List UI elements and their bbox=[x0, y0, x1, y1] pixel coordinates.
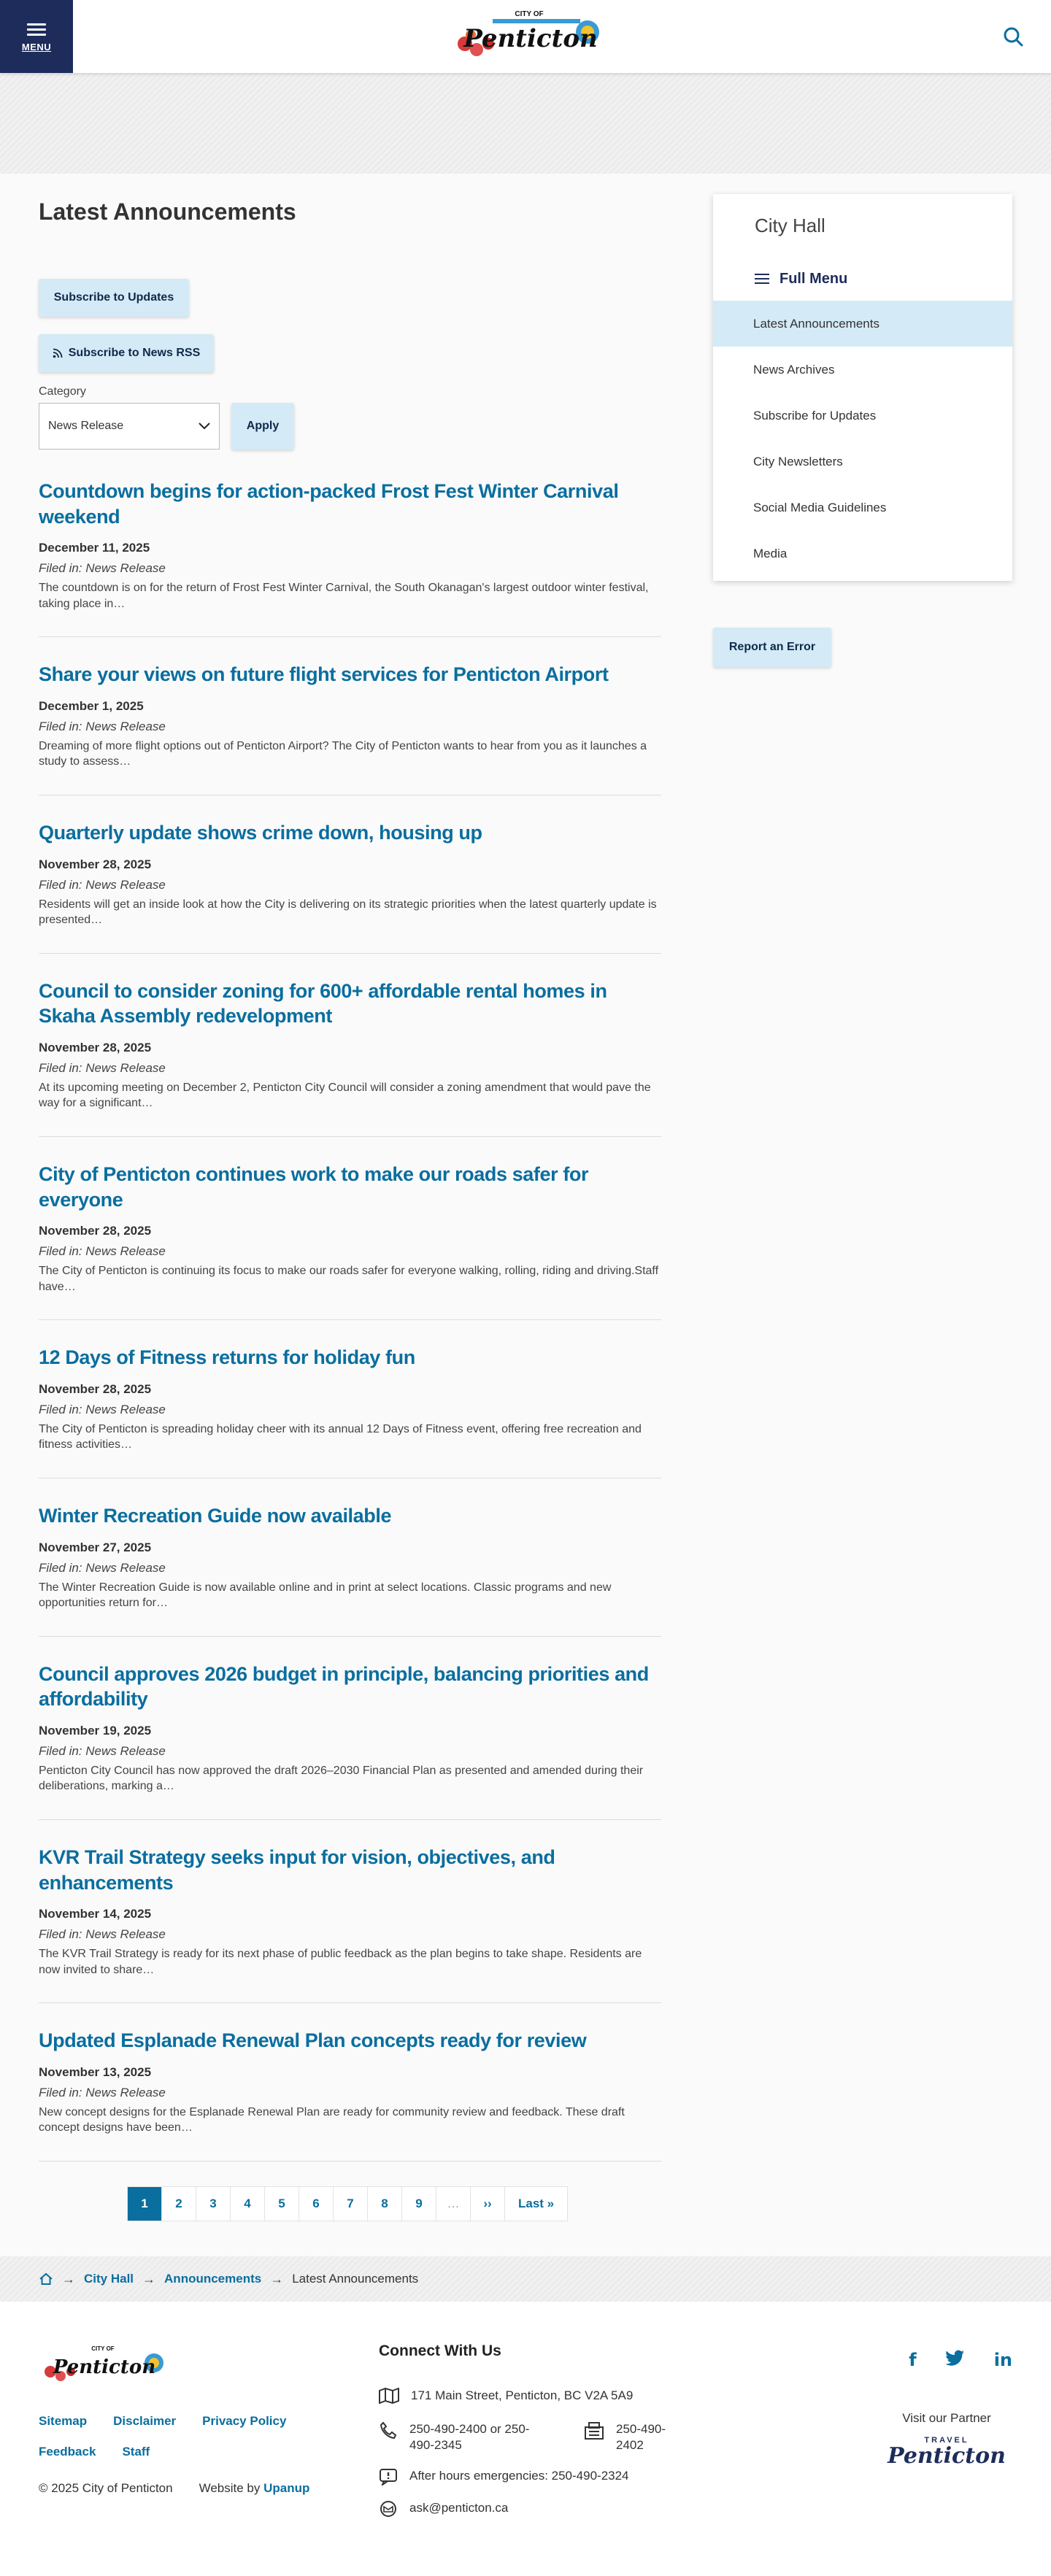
announcement-item bbox=[39, 1503, 661, 1637]
announcement-title[interactable]: Winter Recreation Guide now available bbox=[39, 1505, 392, 1527]
breadcrumb-current: Latest Announcements bbox=[292, 2272, 419, 2286]
map-icon bbox=[379, 2388, 399, 2404]
announcement-item bbox=[39, 1162, 661, 1320]
pagination-page-9[interactable]: 9 bbox=[402, 2187, 436, 2221]
site-footer bbox=[0, 2302, 1051, 2576]
pagination-page-6[interactable]: 6 bbox=[299, 2187, 334, 2221]
connect-title: Connect With Us bbox=[379, 2342, 501, 2359]
alert-icon bbox=[379, 2468, 398, 2486]
rss-icon bbox=[53, 348, 63, 358]
full-menu-label: Full Menu bbox=[779, 270, 848, 287]
menu-label: MENU bbox=[21, 42, 52, 53]
social-links bbox=[909, 2350, 1012, 2370]
title-band bbox=[0, 73, 1051, 174]
address-row bbox=[379, 2388, 633, 2404]
pagination-page-4[interactable]: 4 bbox=[231, 2187, 265, 2221]
announcement-title[interactable]: Share your views on future flight services for Penticton Airport bbox=[39, 663, 609, 686]
phone-row bbox=[379, 2421, 547, 2453]
announcement-date: November 28, 2025 bbox=[39, 1040, 152, 1054]
announcement-summary: New concept designs for the Esplanade Renewal Plan are ready for community review and feedback. These draft concept designs have been… bbox=[39, 2105, 625, 2135]
announcement-title[interactable]: Updated Esplanade Renewal Plan concepts ready for review bbox=[39, 2029, 587, 2052]
pagination-page-2[interactable]: 2 bbox=[162, 2187, 196, 2221]
partner-block bbox=[881, 2411, 1012, 2469]
footer-link-sitemap[interactable]: Sitemap bbox=[39, 2414, 88, 2428]
announcement-category: Filed in: News Release bbox=[39, 2085, 166, 2099]
footer-link-privacy-policy[interactable]: Privacy Policy bbox=[202, 2414, 287, 2428]
pagination bbox=[127, 2186, 568, 2221]
announcement-summary: Residents will get an inside look at how the City is delivering on its strategic priorities when the latest quarterly update is presented… bbox=[39, 898, 657, 927]
partner-logo-name[interactable]: Penticton bbox=[888, 2443, 1006, 2469]
announcement-item bbox=[39, 2028, 661, 2162]
website-by bbox=[199, 2481, 310, 2496]
announcement-category: Filed in: News Release bbox=[39, 877, 166, 892]
sidebar-item-latest-announcements[interactable]: Latest Announcements bbox=[713, 301, 1012, 347]
phone-text[interactable]: 250-490-2400 or 250-490-2345 bbox=[409, 2422, 530, 2453]
sidebar-item-social-media-guidelines[interactable]: Social Media Guidelines bbox=[753, 500, 887, 514]
subscribe-updates-button[interactable]: Subscribe to Updates bbox=[39, 279, 189, 317]
subscribe-rss-label: Subscribe to News RSS bbox=[68, 347, 201, 359]
announcement-date: November 28, 2025 bbox=[39, 1381, 152, 1396]
pagination-page-5[interactable]: 5 bbox=[265, 2187, 299, 2221]
announcement-item bbox=[39, 1845, 661, 2003]
announcement-date: November 13, 2025 bbox=[39, 2064, 152, 2079]
announcement-category: Filed in: News Release bbox=[39, 1927, 166, 1942]
announcement-date: November 28, 2025 bbox=[39, 857, 152, 871]
twitter-icon[interactable] bbox=[946, 2350, 965, 2366]
pagination-last[interactable]: Last » bbox=[518, 2197, 555, 2211]
list-icon bbox=[755, 271, 769, 287]
announcement-summary: Dreaming of more flight options out of Penticton Airport? The City of Penticton wants to hear from you as it launches a study to assess… bbox=[39, 739, 647, 768]
subscribe-rss-button[interactable] bbox=[39, 334, 214, 372]
announcement-summary: The KVR Trail Strategy is ready for its next phase of public feedback as the plan begins to take shape. Residents are now invited to share… bbox=[39, 1948, 642, 1976]
arrow-right-icon: → bbox=[142, 2271, 156, 2286]
arrow-right-icon: → bbox=[270, 2271, 284, 2286]
apply-button[interactable]: Apply bbox=[231, 403, 294, 450]
search-icon[interactable] bbox=[1001, 25, 1025, 48]
announcement-summary: The City of Penticton is spreading holiday cheer with its annual 12 Days of Fitness event, offering free recreation and fitness activities… bbox=[39, 1422, 642, 1451]
footer-copyright-row bbox=[39, 2481, 309, 2496]
announcement-title[interactable]: Countdown begins for action-packed Frost Fest Winter Carnival weekend bbox=[39, 480, 619, 528]
announcement-title[interactable]: Council to consider zoning for 600+ affordable rental homes in Skaha Assembly redevelopment bbox=[39, 979, 607, 1027]
announcement-date: November 14, 2025 bbox=[39, 1907, 152, 1921]
filter-row bbox=[39, 403, 661, 450]
announcement-category: Filed in: News Release bbox=[39, 561, 166, 576]
email-icon bbox=[379, 2500, 398, 2518]
city-logo[interactable] bbox=[449, 6, 609, 64]
announcement-item bbox=[39, 1662, 661, 1820]
announcement-title[interactable]: City of Penticton continues work to make our roads safer for everyone bbox=[39, 1163, 589, 1211]
footer-link-staff[interactable]: Staff bbox=[122, 2445, 150, 2459]
announcement-title[interactable]: Quarterly update shows crime down, housing up bbox=[39, 822, 482, 844]
footer-links-row bbox=[39, 2414, 345, 2429]
sidebar-item-city-newsletters[interactable]: City Newsletters bbox=[753, 454, 843, 468]
announcement-date: November 27, 2025 bbox=[39, 1540, 152, 1554]
visit-partner-label: Visit our Partner bbox=[902, 2411, 991, 2425]
pagination-page-7[interactable]: 7 bbox=[334, 2187, 368, 2221]
announcement-item bbox=[39, 1345, 661, 1478]
chevron-down-icon bbox=[199, 423, 210, 430]
hamburger-icon bbox=[27, 20, 46, 39]
pagination-page-3[interactable]: 3 bbox=[196, 2187, 231, 2221]
footer-logo-name: Penticton bbox=[53, 2356, 156, 2378]
announcement-category: Filed in: News Release bbox=[39, 1060, 166, 1075]
main-area bbox=[0, 73, 1051, 2211]
announcement-item bbox=[39, 820, 661, 954]
footer-link-disclaimer[interactable]: Disclaimer bbox=[113, 2414, 177, 2428]
category-select-value: News Release bbox=[48, 420, 124, 432]
announcement-item bbox=[39, 979, 661, 1137]
announcement-date: December 1, 2025 bbox=[39, 698, 144, 713]
partner-logo-top[interactable]: TRAVEL bbox=[924, 2436, 969, 2445]
sidebar-items bbox=[713, 301, 1012, 576]
category-label: Category bbox=[39, 385, 86, 398]
arrow-right-icon: → bbox=[62, 2271, 75, 2286]
page-title: Latest Announcements bbox=[39, 198, 296, 225]
footer-logo-top: CITY OF bbox=[91, 2345, 115, 2352]
announcement-category: Filed in: News Release bbox=[39, 719, 166, 733]
sidebar-item-media[interactable]: Media bbox=[753, 546, 788, 560]
announcement-category: Filed in: News Release bbox=[39, 1402, 166, 1416]
fax-row bbox=[584, 2421, 701, 2453]
website-by-label: Website by bbox=[199, 2481, 261, 2495]
announcement-category: Filed in: News Release bbox=[39, 1743, 166, 1758]
breadcrumb-announcements[interactable]: Announcements bbox=[164, 2272, 262, 2286]
announcement-summary: At its upcoming meeting on December 2, Penticton City Council will consider a zoning amendment that would pave the way for a significant… bbox=[39, 1081, 651, 1110]
pagination-page-1[interactable]: 1 bbox=[128, 2187, 162, 2221]
pagination-page-8[interactable]: 8 bbox=[368, 2187, 402, 2221]
announcement-summary: Penticton City Council has now approved the draft 2026–2030 Financial Plan as presented and amended during their deliberations, marking a… bbox=[39, 1764, 644, 1793]
report-error-button[interactable]: Report an Error bbox=[713, 628, 831, 667]
sidebar-menu bbox=[713, 194, 1012, 581]
announcement-category: Filed in: News Release bbox=[39, 1560, 166, 1575]
sidebar-item-news-archives[interactable]: News Archives bbox=[753, 362, 835, 377]
announcement-item bbox=[39, 479, 661, 637]
address-text: 171 Main Street, Penticton, BC V2A 5A9 bbox=[411, 2388, 634, 2402]
announcement-title[interactable]: KVR Trail Strategy seeks input for vision, objectives, and enhancements bbox=[39, 1846, 555, 1894]
facebook-icon[interactable]: f bbox=[909, 2350, 917, 2370]
phone-icon bbox=[379, 2421, 398, 2440]
breadcrumb-city-hall[interactable]: City Hall bbox=[84, 2272, 134, 2286]
logo-top-text: CITY OF bbox=[515, 10, 544, 18]
announcement-summary: The City of Penticton is continuing its focus to make our roads safer for everyone walking, rolling, riding and driving.Staff have… bbox=[39, 1265, 659, 1293]
announcement-list bbox=[39, 479, 661, 2162]
fax-text: 250-490-2402 bbox=[616, 2422, 666, 2453]
announcement-summary: The Winter Recreation Guide is now available online and in print at select locations. Classic programs and new opportunities return for… bbox=[39, 1581, 612, 1610]
emergency-text: After hours emergencies: 250-490-2324 bbox=[409, 2469, 629, 2483]
breadcrumb bbox=[0, 2256, 1051, 2302]
copyright-text: © 2025 City of Penticton bbox=[39, 2481, 173, 2495]
announcement-date: November 28, 2025 bbox=[39, 1224, 152, 1238]
upanup-link[interactable]: Upanup bbox=[263, 2481, 310, 2495]
full-menu-button[interactable] bbox=[713, 257, 1012, 301]
footer-links bbox=[39, 2414, 345, 2475]
home-icon[interactable] bbox=[39, 2272, 53, 2286]
announcement-title[interactable]: 12 Days of Fitness returns for holiday fun bbox=[39, 1346, 415, 1369]
announcements-content bbox=[39, 279, 661, 2221]
announcement-summary: The countdown is on for the return of Frost Fest Winter Carnival, the South Okanagan's largest outdoor winter festival, taking place in… bbox=[39, 582, 649, 610]
site-header bbox=[0, 0, 1051, 73]
emergency-row bbox=[379, 2468, 629, 2486]
sidebar-title: City Hall bbox=[755, 215, 825, 236]
linkedin-icon[interactable]: in bbox=[993, 2350, 1012, 2370]
announcement-title[interactable]: Council approves 2026 budget in principle, balancing priorities and affordability bbox=[39, 1662, 649, 1711]
logo-name-text: Penticton bbox=[463, 24, 598, 53]
announcement-date: December 11, 2025 bbox=[39, 541, 150, 555]
pagination-next[interactable]: ›› bbox=[471, 2187, 505, 2221]
menu-button[interactable] bbox=[0, 0, 73, 73]
email-row bbox=[379, 2500, 508, 2518]
footer-links-row bbox=[39, 2445, 345, 2459]
announcement-category: Filed in: News Release bbox=[39, 1244, 166, 1259]
fax-icon bbox=[584, 2421, 604, 2440]
sidebar-item-subscribe-for-updates[interactable]: Subscribe for Updates bbox=[753, 408, 877, 423]
announcement-date: November 19, 2025 bbox=[39, 1723, 152, 1738]
category-select[interactable] bbox=[39, 403, 220, 450]
footer-logo[interactable] bbox=[39, 2342, 170, 2386]
email-text[interactable]: ask@penticton.ca bbox=[409, 2501, 509, 2515]
pagination-ellipsis: … bbox=[436, 2187, 471, 2221]
footer-link-feedback[interactable]: Feedback bbox=[39, 2445, 96, 2459]
announcement-item bbox=[39, 662, 661, 795]
